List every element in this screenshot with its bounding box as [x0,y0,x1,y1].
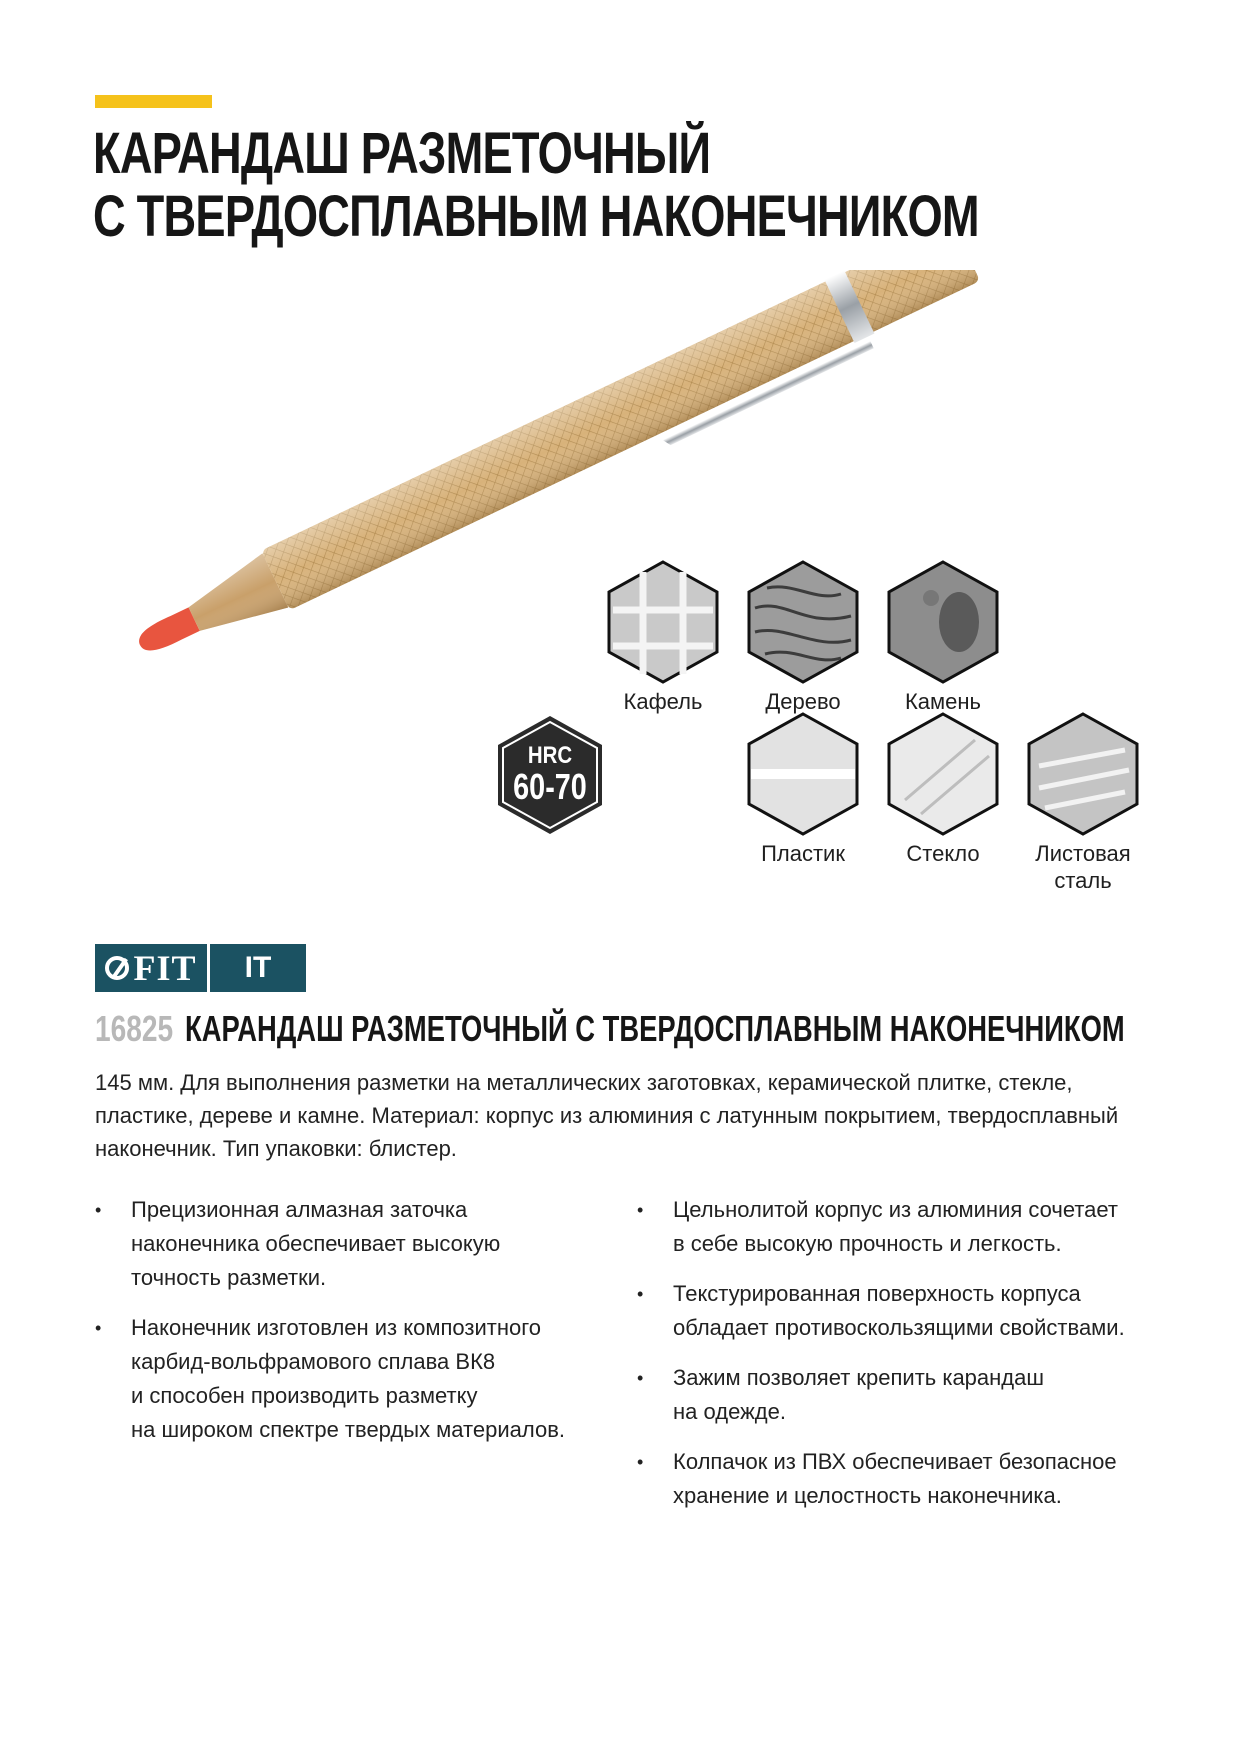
material-label-line-1: Листовая [1035,841,1131,866]
page-title [93,122,979,248]
brand-logo [95,944,306,992]
material-label: Пластик [761,841,845,866]
product-code: 16825 [95,1008,174,1049]
material-label: Дерево [765,689,841,714]
product-name: КАРАНДАШ РАЗМЕТОЧНЫЙ С ТВЕРДОСПЛАВНЫМ НАКОНЕЧНИКОМ [185,1008,1125,1049]
product-heading [95,1008,1241,1050]
brand-it: IT [210,944,306,992]
title-line-2: С ТВЕРДОСПЛАВНЫМ НАКОНЕЧНИКОМ [93,184,979,249]
material-wood [738,558,868,715]
material-stone [878,558,1008,715]
feature-item: • Цельнолитой корпус из алюминия сочетает в себе высокую прочность и легкость. [637,1193,1157,1261]
material-glass [878,710,1008,867]
plastic-texture-icon [745,710,861,838]
brand-fit-text: FIT [133,948,197,988]
feature-item: • Зажим позволяет крепить карандаш на одежде. [637,1361,1157,1429]
feature-item: • Колпачок из ПВХ обеспечивает безопасное хранение и целостность наконечника. [637,1445,1157,1513]
accent-bar [95,95,212,108]
features-left [95,1193,615,1463]
material-tile [598,558,728,715]
material-label: Кафель [623,689,703,714]
title-line-1: КАРАНДАШ РАЗМЕТОЧНЫЙ [93,121,711,186]
glass-texture-icon [885,710,1001,838]
fit-logo-icon [105,956,129,980]
feature-item: • Наконечник изготовлен из композитного карбид-вольфрамового сплава ВК8 и способен производить разметку на широком спектре твердых материалов. [95,1311,615,1447]
material-label: Камень [904,689,982,714]
hardness-label: HRC [527,742,573,769]
material-label-line-2: сталь [1054,868,1112,893]
sheet-steel-texture-icon [1025,710,1141,838]
stone-texture-icon [885,558,1001,686]
wood-texture-icon [745,558,861,686]
feature-item: • Текстурированная поверхность корпуса обладает противоскользящими свойствами. [637,1277,1157,1345]
hardness-value: 60-70 [513,766,587,807]
product-description: 145 мм. Для выполнения разметки на металлических заготовках, керамической плитке, стекле, пластике, дереве и камне. Материал: корпус из алюминия с латунным покрытием, твердосплавный наконечник. Тип упаковки: блистер. [95,1070,1119,1161]
hardness-badge [495,714,605,836]
material-label: Стекло [906,841,980,866]
feature-item: • Прецизионная алмазная заточка наконечника обеспечивает высокую точность разметки. [95,1193,615,1295]
features-right [637,1193,1157,1529]
brand-fit [95,944,207,992]
tile-texture-icon [605,558,721,686]
material-sheet-steel [1018,710,1148,894]
material-plastic [738,710,868,867]
